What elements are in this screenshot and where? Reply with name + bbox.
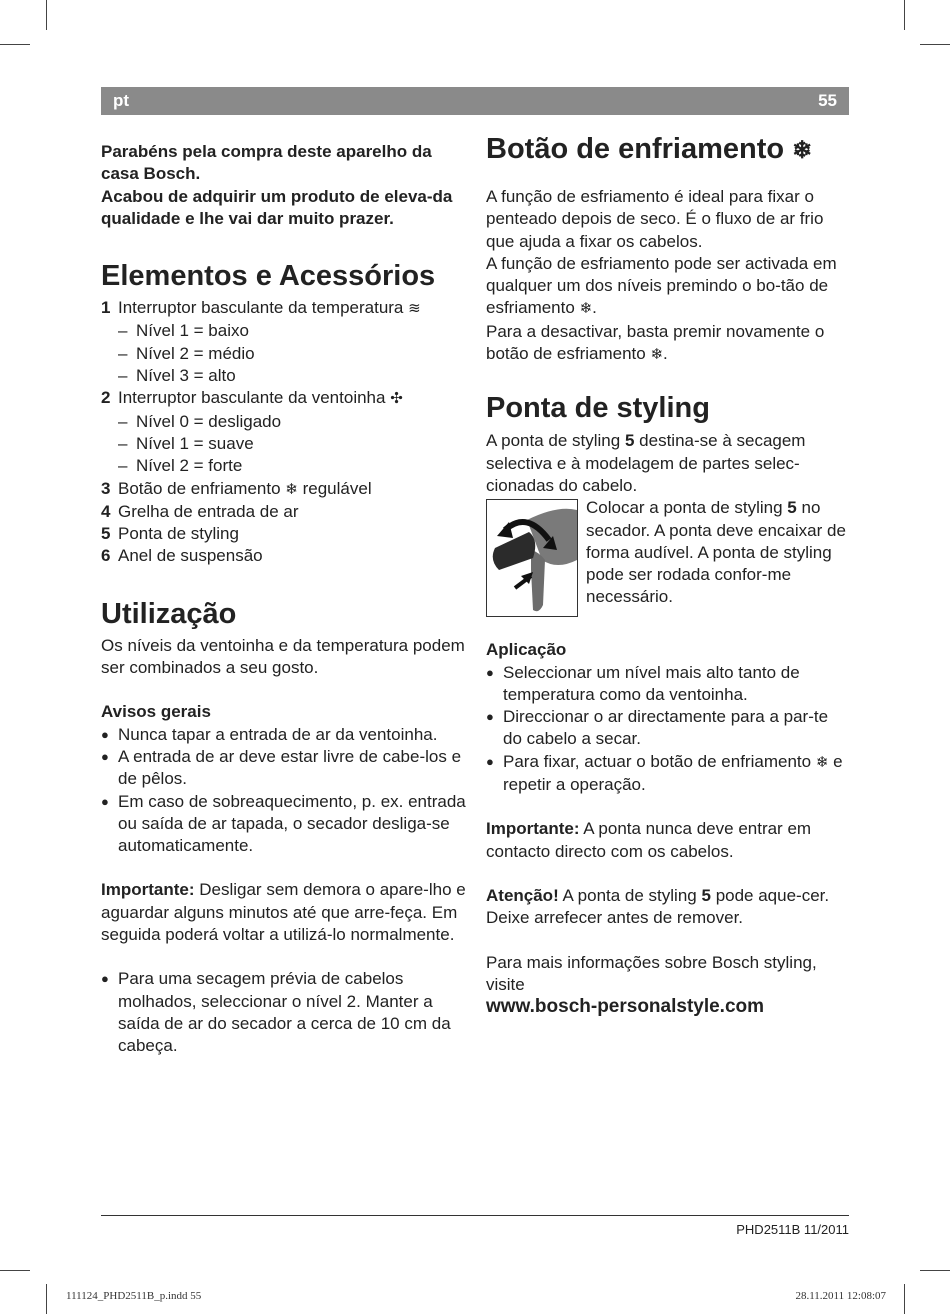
sub-item: – Nível 1 = baixo [118, 321, 249, 341]
item-number: 2 [101, 388, 111, 408]
atencao-label: Atenção! [486, 885, 559, 905]
sub-item: – Nível 2 = forte [118, 456, 243, 476]
bullet-item: ● Para uma secagem prévia de cabelos molhados, seleccionar o nível 2. Manter a saída de ar do secador a cerca de 10 cm da cabeça. [101, 969, 451, 1056]
avisos-title: Avisos gerais [101, 702, 211, 722]
atencao-text: pode aque-cer. Deixe arrefecer antes de remover. [486, 885, 830, 928]
item-text: regulável [302, 478, 372, 498]
crop-mark [904, 1284, 905, 1314]
item-number: 3 [101, 478, 111, 498]
aplicacao-title: Aplicação [486, 640, 567, 660]
fan-icon: ✣ [390, 390, 403, 408]
crop-mark [920, 1270, 950, 1271]
importante-text: Desligar sem demora o apare-lho e aguardar alguns minutos até que arre-feça. Em seguida poderá voltar a utilizá-lo normalmente. [101, 880, 466, 945]
importante-label: Importante: [486, 819, 580, 839]
list-item [101, 387, 466, 410]
snowflake-icon: ❄ [650, 346, 664, 364]
botao-paragraph-3-text: Para a desactivar, basta premir novamente o botão de esfriamento [486, 321, 825, 364]
ponta-number: 5 [624, 431, 635, 451]
item-text: Anel de suspensão [118, 546, 263, 566]
crop-mark [46, 1284, 47, 1314]
importante-paragraph [101, 879, 466, 946]
bullet-text: Seleccionar um nível mais alto tanto de temperatura como da ventoinha. [503, 662, 800, 704]
botao-paragraph-3: Para a desactivar, basta premir novamente o botão de esfriamento ❄. [486, 321, 851, 367]
footer-model-date: PHD2511B 11/2011 [736, 1222, 849, 1237]
bullet-item: ● Para fixar, actuar o botão de enfriamento ❄ e repetir a operação. [486, 751, 843, 795]
item-text: Interruptor basculante da ventoinha [118, 388, 386, 408]
item-number: 5 [101, 524, 111, 544]
language-code: pt [113, 91, 130, 110]
botao-paragraph-1: A função de esfriamento é ideal para fixar o penteado depois de seco. É o fluxo de ar frio que ajuda a fixar os cabelos. [486, 187, 824, 251]
page-header-bar [101, 87, 849, 115]
sub-item-text: Nível 1 = baixo [136, 321, 249, 341]
mais-info-paragraph: Para mais informações sobre Bosch styling, visite [486, 952, 817, 994]
snowflake-icon: ❄ [815, 753, 829, 771]
hair-dryer-drawing [487, 500, 577, 616]
botao-paragraph-2-text: A função de esfriamento pode ser activada em qualquer um dos níveis premindo o bo-tão de esfriamento [486, 253, 837, 318]
section-title-ponta: Ponta de styling [486, 392, 710, 425]
crop-mark [0, 44, 30, 45]
crop-mark [0, 1270, 30, 1271]
sub-item: – Nível 3 = alto [118, 366, 236, 386]
bullet-text: Em caso de sobreaquecimento, p. ex. entrada ou saída de ar tapada, o secador desliga-se automaticamente. [118, 791, 466, 856]
ponta-text: Colocar a ponta de styling [586, 498, 783, 518]
bullet-item: ● Direccionar o ar directamente para a par-te do cabelo a secar. [486, 707, 829, 749]
botao-title-text: Botão de enfriamento [486, 133, 785, 165]
heat-icon: ≋ [408, 300, 421, 318]
ponta-text: destina-se à secagem selectiva e à modelagem de partes selec-cionadas do cabelo. [486, 431, 806, 495]
bullet-text: Para fixar, actuar o botão de enfriamento [503, 751, 812, 771]
sub-item-text: Nível 1 = suave [136, 433, 254, 453]
ponta-paragraph-2 [586, 497, 851, 608]
bullet-text: Direccionar o ar directamente para a par-te do cabelo a secar. [503, 707, 829, 749]
bullet-item: ● Em caso de sobreaquecimento, p. ex. entrada ou saída de ar tapada, o secador desliga-se automaticamente. [101, 791, 466, 856]
list-item [101, 297, 466, 320]
atencao-number: 5 [701, 885, 711, 905]
section-title-utilizacao: Utilização [101, 597, 237, 630]
intro-line-1: Parabéns pela compra deste aparelho da casa Bosch. [101, 142, 432, 184]
ponta-number: 5 [787, 498, 797, 518]
crop-mark [46, 0, 47, 30]
sub-item: – Nível 2 = médio [118, 343, 255, 363]
item-text: Grelha de entrada de ar [118, 501, 299, 521]
slug-timestamp: 28.11.2011 12:08:07 [795, 1290, 886, 1302]
ponta-text: no secador. A ponta deve encaixar de forma audível. A ponta de styling pode ser rodada confor-me necessário. [586, 498, 846, 607]
left-column [101, 141, 466, 1058]
section-title-botao [486, 131, 851, 169]
footer-divider [101, 1215, 849, 1216]
bullet-item: ● Seleccionar um nível mais alto tanto de temperatura como da ventoinha. [486, 662, 800, 704]
importante-text: A ponta nunca deve entrar em contacto directo com os cabelos. [486, 819, 812, 861]
list-item [101, 478, 466, 501]
figure-block [486, 497, 851, 631]
bullet-item: ● Nunca tapar a entrada de ar da ventoinha. [101, 724, 438, 744]
bullet-item: ● A entrada de ar deve estar livre de cabe-los e de pêlos. [101, 746, 462, 789]
item-text: Interruptor basculante da temperatura [118, 298, 404, 318]
snowflake-icon: ❄ [285, 480, 298, 498]
crop-mark [920, 44, 950, 45]
bullet-text: Para uma secagem prévia de cabelos molhados, seleccionar o nível 2. Manter a saída de ar do secador a cerca de 10 cm da cabeça. [118, 969, 451, 1056]
crop-mark [904, 0, 905, 30]
item-number: 6 [101, 546, 111, 566]
list-item [101, 545, 466, 567]
section-title-elementos: Elementos e Acessórios [101, 260, 436, 293]
hair-dryer-illustration [486, 499, 578, 617]
bullet-text: A entrada de ar deve estar livre de cabe-los e de pêlos. [118, 746, 462, 789]
snowflake-icon: ❄ [792, 137, 813, 164]
list-item [101, 501, 466, 523]
slug-filename: 111124_PHD2511B_p.indd 55 [66, 1290, 202, 1302]
sub-item: – Nível 1 = suave [118, 433, 254, 453]
sub-item-text: Nível 2 = médio [136, 343, 255, 363]
item-text: Ponta de styling [118, 524, 239, 544]
website-link[interactable]: www.bosch-personalstyle.com [486, 996, 765, 1018]
bullet-text: e repetir a operação. [503, 751, 843, 795]
item-text: Botão de enfriamento [118, 478, 281, 498]
importante-label: Importante: [101, 880, 195, 900]
ponta-paragraph-1 [486, 430, 851, 497]
sub-item: – Nível 0 = desligado [118, 411, 282, 431]
sub-item-text: Nível 0 = desligado [136, 411, 282, 431]
atencao-paragraph [486, 885, 851, 930]
utilizacao-text: Os níveis da ventoinha e da temperatura podem ser combinados a seu gosto. [101, 635, 465, 678]
ponta-text: A ponta de styling [486, 431, 621, 451]
importante-paragraph-right [486, 818, 851, 863]
intro-line-2: Acabou de adquirir um produto de eleva-da qualidade e lhe vai dar muito prazer. [101, 186, 453, 228]
bullet-text: Nunca tapar a entrada de ar da ventoinha. [118, 724, 438, 744]
sub-item-text: Nível 3 = alto [136, 366, 236, 386]
item-number: 4 [101, 501, 111, 521]
list-item [101, 523, 466, 545]
snowflake-icon: ❄ [579, 300, 593, 318]
sub-item-text: Nível 2 = forte [136, 456, 243, 476]
page-number: 55 [818, 91, 837, 110]
botao-paragraph-2: A função de esfriamento pode ser activada em qualquer um dos níveis premindo o bo-tão de esfriamento ❄. [486, 253, 851, 321]
atencao-text: A ponta de styling [562, 885, 697, 905]
right-column [486, 131, 851, 1018]
item-number: 1 [101, 298, 111, 318]
